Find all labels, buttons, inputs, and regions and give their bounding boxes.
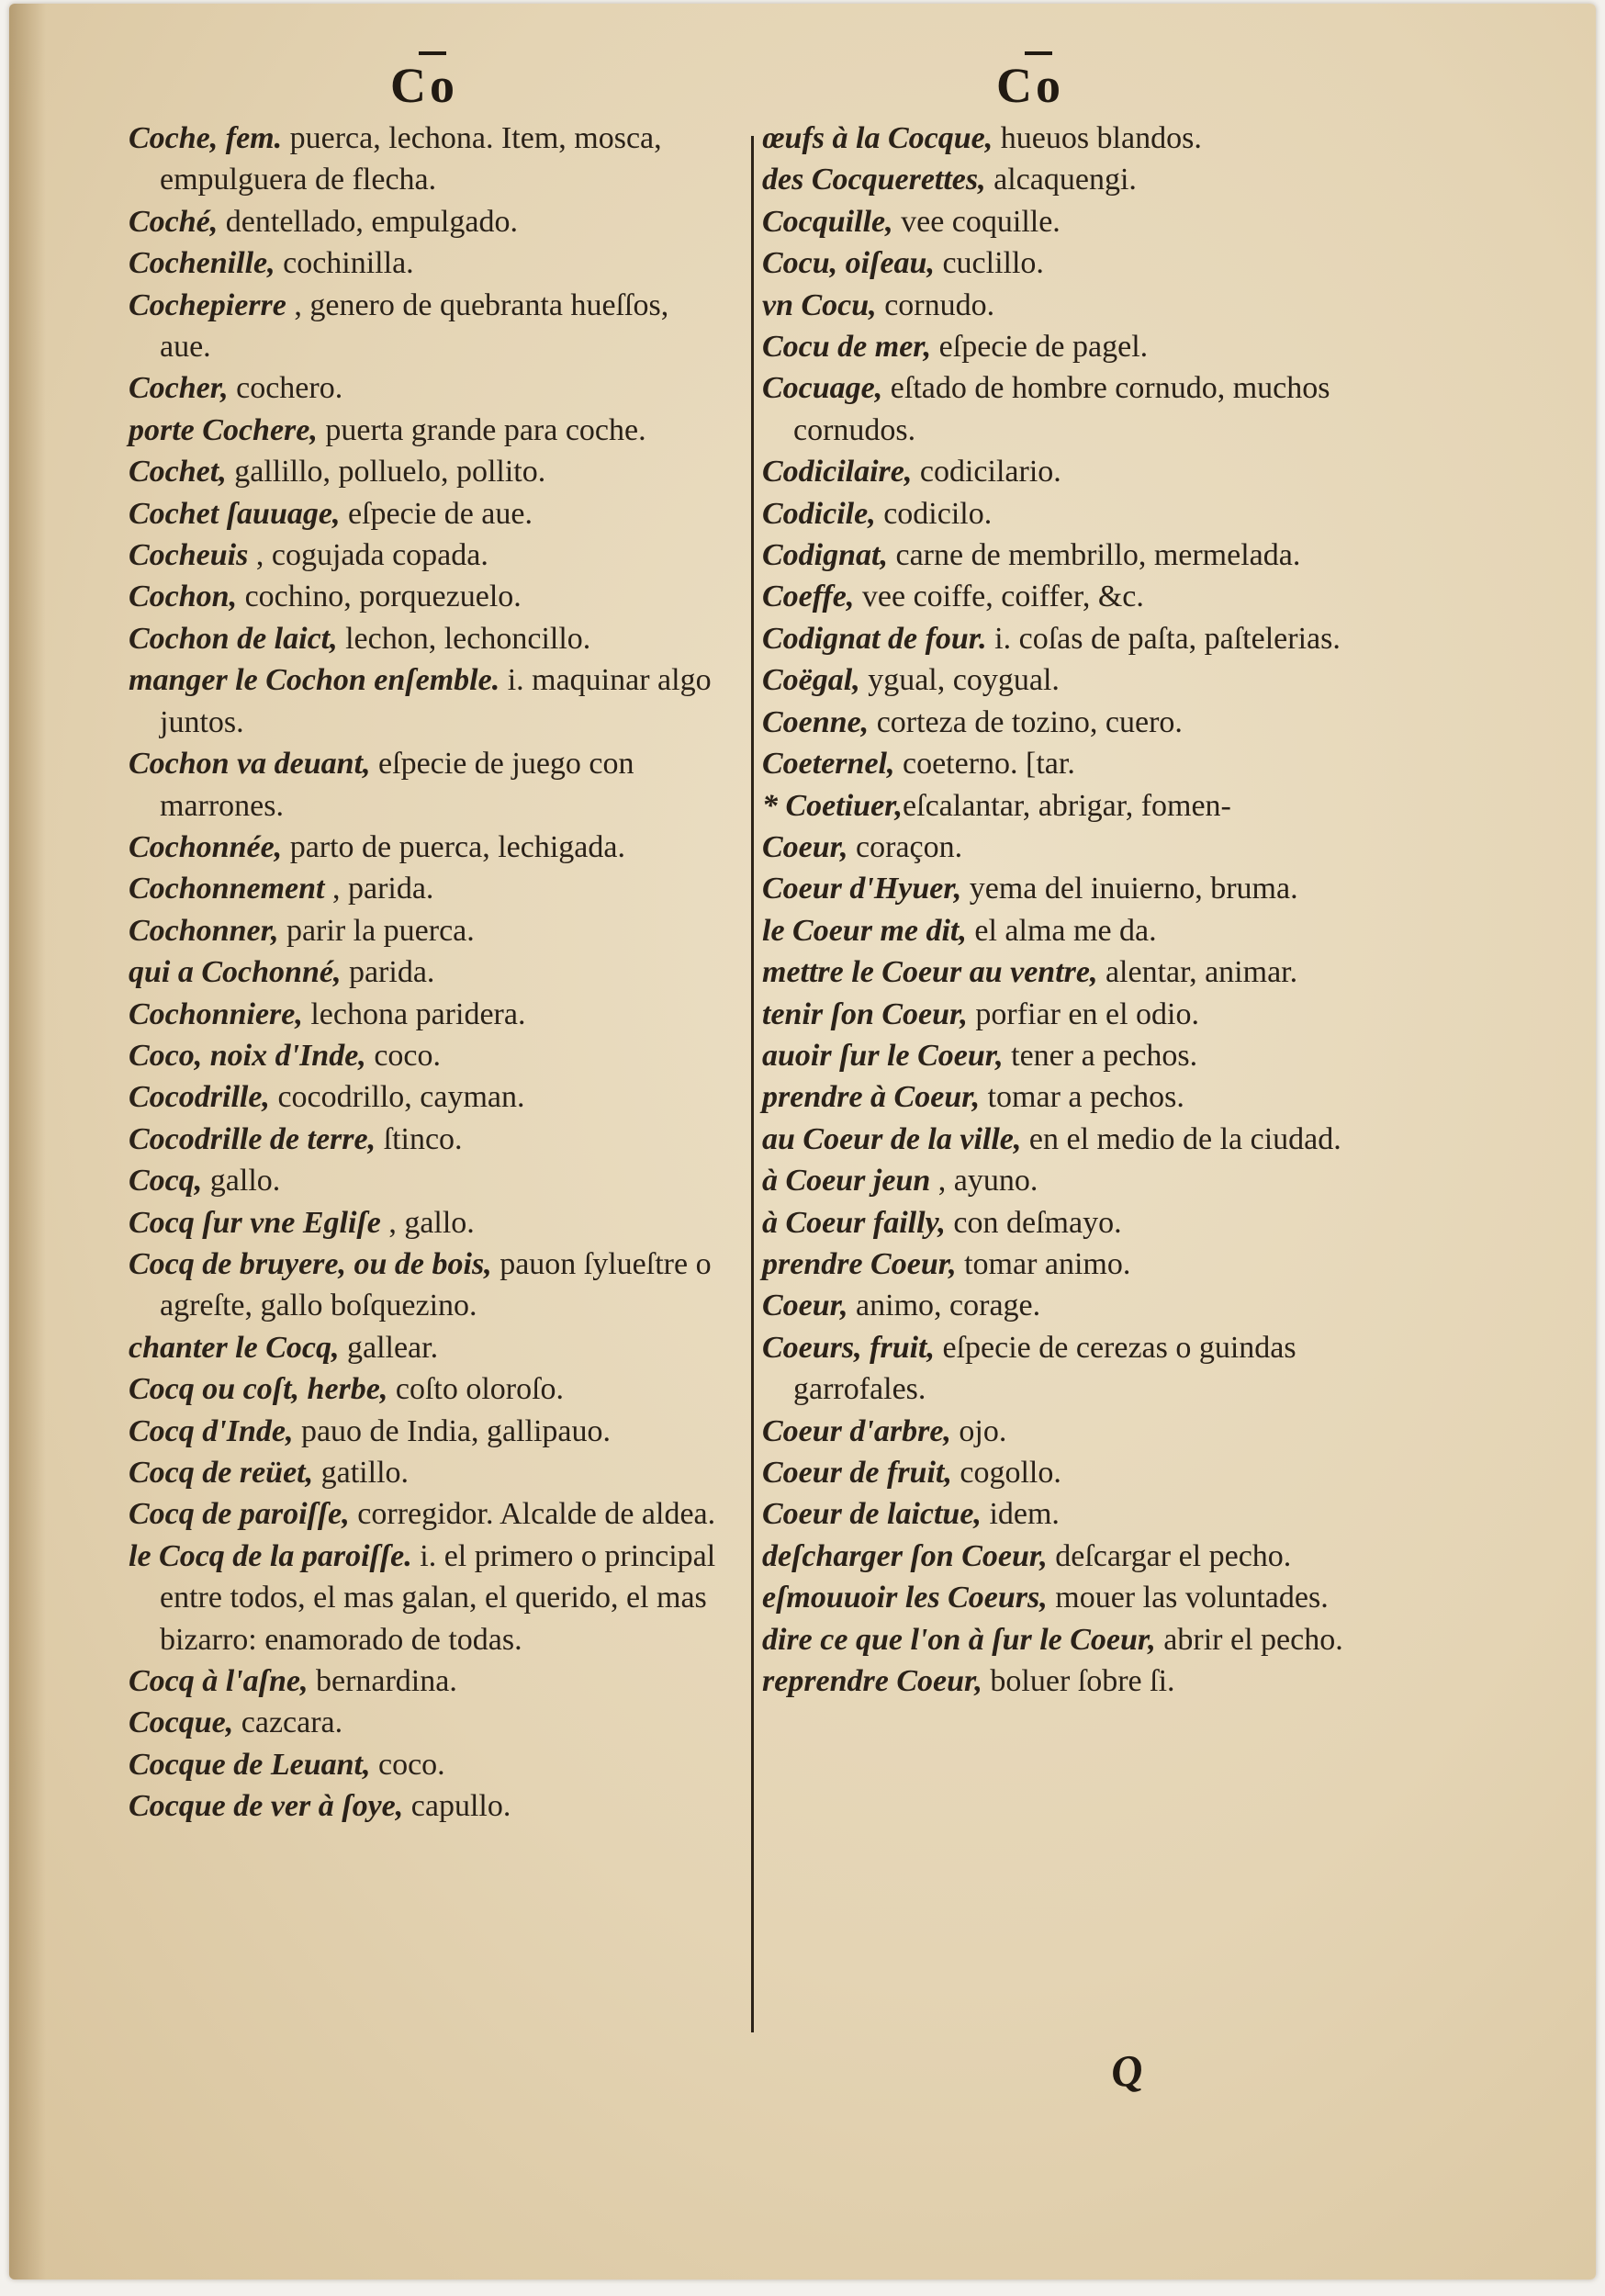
dictionary-entry <box>762 201 1382 242</box>
entry-gloss: cochero. <box>228 371 343 406</box>
entry-headword: Cocuage, <box>762 371 883 406</box>
entry-gloss: corteza de tozino, cuero. <box>869 704 1183 739</box>
entry-gloss: , ayuno. <box>930 1164 1038 1199</box>
entry-headword: Codicilaire, <box>762 455 913 490</box>
entry-headword: Cochet, <box>129 455 227 490</box>
entry-gloss: alcaquengi. <box>985 163 1137 197</box>
dictionary-entry <box>129 1327 725 1368</box>
entry-gloss: porfiar en el odio. <box>967 996 1199 1031</box>
entry-gloss: en el medio de la ciudad. <box>1021 1121 1341 1156</box>
entry-gloss: , gallo. <box>380 1205 475 1240</box>
entry-headword: Cochon va deuant, <box>129 747 371 782</box>
entry-gloss: coco. <box>365 1038 441 1073</box>
entry-gloss: corregidor. Alcalde de aldea. <box>349 1497 716 1532</box>
entry-headword: Cocque, <box>129 1705 234 1740</box>
entry-headword: Coëgal, <box>762 663 860 698</box>
entry-headword: Cochonner, <box>129 913 279 948</box>
entry-gloss: lechona paridera. <box>302 996 526 1031</box>
entry-gloss: cocodrillo, cayman. <box>269 1080 525 1115</box>
entry-headword: Cocheuis <box>129 538 249 573</box>
catchword: Q <box>1107 2044 1147 2099</box>
dictionary-entry <box>129 1244 725 1327</box>
entry-headword: à Coeur failly, <box>762 1205 946 1240</box>
entry-headword: prendre à Coeur, <box>762 1080 981 1115</box>
dictionary-entry <box>129 576 725 617</box>
entry-headword: à Coeur jeun <box>762 1164 931 1199</box>
entry-gloss: parto de puerca, lechigada. <box>282 829 625 864</box>
entry-gloss: gallo. <box>202 1164 281 1199</box>
entry-headword: Cochonnée, <box>129 829 283 864</box>
dictionary-entry <box>762 367 1382 451</box>
entry-headword: auoir ſur le Coeur, <box>762 1038 1004 1073</box>
entry-gloss: dentellado, empulgado. <box>218 204 518 239</box>
entry-gloss: bernardina. <box>308 1664 457 1699</box>
running-header-right-text: Co <box>996 58 1064 113</box>
entry-headword: manger le Cochon enſemble. <box>129 663 500 698</box>
entry-headword: Coeur, <box>762 829 848 864</box>
entry-headword: Coeur, <box>762 1289 848 1323</box>
entry-headword: Cochonniere, <box>129 996 303 1031</box>
dictionary-entry <box>762 1244 1382 1285</box>
entry-headword: Coeur de laictue, <box>762 1497 982 1532</box>
entry-gloss: coeterno. [tar. <box>894 747 1075 782</box>
column-divider <box>751 136 754 2032</box>
entry-headword: porte Cochere, <box>129 412 318 447</box>
dictionary-entry <box>762 743 1382 784</box>
entry-gloss: cochino, porquezuelo. <box>237 580 522 614</box>
entry-gloss: carne de membrillo, mermelada. <box>887 538 1301 573</box>
dictionary-entry <box>762 493 1382 535</box>
entry-headword: Coeur de fruit, <box>762 1456 952 1490</box>
dictionary-entry <box>129 1411 725 1452</box>
entry-headword: Coeternel, <box>762 747 895 782</box>
dictionary-entry <box>762 868 1382 909</box>
entry-gloss: codicilario. <box>912 455 1061 490</box>
entry-headword: Coenne, <box>762 704 870 739</box>
entry-headword: Codignat de four. <box>762 621 987 656</box>
entry-gloss: , parida. <box>324 872 434 906</box>
dictionary-entry <box>762 1160 1382 1201</box>
entry-gloss: cochinilla. <box>275 246 414 281</box>
entry-headword: Cocq à l'aſne, <box>129 1664 309 1699</box>
dictionary-entry <box>129 1202 725 1244</box>
entry-headword: Cocu, oiſeau, <box>762 246 935 281</box>
entry-headword: Cocodrille, <box>129 1080 270 1115</box>
entry-gloss: lechon, lechoncillo. <box>337 621 591 656</box>
entry-headword: le Coeur me dit, <box>762 913 967 948</box>
dictionary-entry <box>129 1035 725 1076</box>
entry-headword: Cocq de paroiſſe, <box>129 1497 350 1532</box>
dictionary-entry <box>762 326 1382 367</box>
entry-headword: Coeffe, <box>762 580 855 614</box>
entry-gloss: con deſmayo. <box>945 1205 1122 1240</box>
dictionary-entry <box>762 1577 1382 1618</box>
entry-headword: qui a Cochonné, <box>129 955 342 990</box>
dictionary-entry <box>762 451 1382 492</box>
entry-gloss: hueuos blandos. <box>993 121 1202 155</box>
entry-gloss: tener a pechos. <box>1003 1038 1198 1073</box>
running-header-left <box>390 57 458 114</box>
entry-headword: Cochon de laict, <box>129 621 338 656</box>
dictionary-entry <box>129 618 725 659</box>
entry-gloss: pauo de India, gallipauo. <box>293 1413 612 1448</box>
dictionary-entry <box>129 535 725 576</box>
dictionary-entry <box>129 367 725 409</box>
dictionary-entry <box>762 1411 1382 1452</box>
entry-gloss: parir la puerca. <box>278 913 475 948</box>
dictionary-entry <box>762 1327 1382 1411</box>
entry-headword: Codicile, <box>762 496 876 531</box>
dictionary-entry <box>129 1785 725 1827</box>
entry-headword: Cocque de Leuant, <box>129 1747 371 1782</box>
page-gutter-shadow <box>9 4 46 2279</box>
entry-headword: eſmouuoir les Coeurs, <box>762 1581 1048 1615</box>
entry-gloss: abrir el pecho. <box>1155 1622 1343 1657</box>
entry-headword: Cocodrille de terre, <box>129 1121 376 1156</box>
dictionary-entry <box>129 285 725 368</box>
dictionary-entry <box>762 702 1382 743</box>
entry-headword: Coeur d'Hyuer, <box>762 872 962 906</box>
dictionary-entry <box>129 410 725 451</box>
entry-headword: Cochenille, <box>129 246 275 281</box>
running-header-right <box>996 57 1064 114</box>
dictionary-entry <box>129 910 725 951</box>
entry-gloss: animo, corage. <box>847 1289 1041 1323</box>
entry-headword: Cocher, <box>129 371 229 406</box>
entry-gloss: cornudo. <box>876 287 995 322</box>
dictionary-entry <box>762 1619 1382 1660</box>
entry-gloss: alentar, animar. <box>1097 955 1298 990</box>
entry-headword: des Cocquerettes, <box>762 163 986 197</box>
entry-headword: Cocq de reüet, <box>129 1456 314 1490</box>
entry-headword: Cocq d'Inde, <box>129 1413 294 1448</box>
entry-headword: œufs à la Cocque, <box>762 121 993 155</box>
entry-gloss: eſtado de hombre cornudo, muchos cornudos. <box>793 371 1330 447</box>
dictionary-entry <box>762 1076 1382 1118</box>
dictionary-entry <box>762 1285 1382 1326</box>
entry-headword: Coeurs, fruit, <box>762 1330 935 1365</box>
dictionary-entry <box>129 994 725 1035</box>
entry-gloss: boluer ſobre ſi. <box>982 1664 1175 1699</box>
entry-gloss: codicilo. <box>875 496 993 531</box>
right-column <box>762 118 1382 1702</box>
entry-gloss: vee coiffe, coiffer, &c. <box>854 580 1144 614</box>
entry-headword: Codignat, <box>762 538 888 573</box>
dictionary-entry <box>762 827 1382 868</box>
dictionary-entry <box>762 659 1382 701</box>
entry-gloss: tomar a pechos. <box>980 1080 1184 1115</box>
dictionary-entry <box>762 118 1382 159</box>
entry-gloss: cogollo. <box>951 1456 1061 1490</box>
entry-headword: le Cocq de la paroiſſe. <box>129 1538 412 1573</box>
dictionary-entry <box>762 576 1382 617</box>
dictionary-entry <box>129 493 725 535</box>
dictionary-entry <box>129 1160 725 1201</box>
entry-headword: Coco, noix d'Inde, <box>129 1038 366 1073</box>
dictionary-entry <box>129 1119 725 1160</box>
entry-headword: Coche, fem. <box>129 121 283 155</box>
entry-gloss: yema del inuierno, bruma. <box>961 872 1298 906</box>
dictionary-entry <box>762 994 1382 1035</box>
entry-gloss: i. coſas de paſta, paſtelerias. <box>986 621 1341 656</box>
dictionary-entry <box>129 1076 725 1118</box>
dictionary-entry <box>129 1702 725 1743</box>
entry-headword: mettre le Coeur au ventre, <box>762 955 1098 990</box>
dictionary-entry <box>129 743 725 827</box>
entry-gloss: i. el primero o principal entre todos, el mas galan, el querido, el mas bizarro: enamorado de todas. <box>160 1538 716 1657</box>
dictionary-entry <box>762 1660 1382 1702</box>
entry-gloss: mouer las voluntades. <box>1047 1581 1329 1615</box>
entry-headword: Cocq, <box>129 1164 203 1199</box>
entry-headword: Cochepierre <box>129 287 286 322</box>
dictionary-entry <box>762 1452 1382 1493</box>
dictionary-entry <box>762 1202 1382 1244</box>
left-column <box>129 118 725 1828</box>
dictionary-entry <box>129 827 725 868</box>
dictionary-entry <box>129 242 725 284</box>
dictionary-entry <box>129 451 725 492</box>
dictionary-entry <box>762 535 1382 576</box>
entry-gloss: ojo. <box>950 1413 1007 1448</box>
entry-headword: Cochet ſauuage, <box>129 496 341 531</box>
dictionary-entry <box>129 118 725 201</box>
entry-headword: * Coetiuer, <box>762 788 904 823</box>
dictionary-entry <box>129 659 725 743</box>
entry-headword: Coeur d'arbre, <box>762 1413 951 1448</box>
entry-headword: tenir ſon Coeur, <box>762 996 968 1031</box>
entry-gloss: eſpecie de aue. <box>340 496 533 531</box>
entry-gloss: ſtinco. <box>376 1121 463 1156</box>
entry-gloss: ygual, coygual. <box>859 663 1060 698</box>
entry-headword: Cocq de bruyere, ou de bois, <box>129 1246 492 1281</box>
dictionary-entry <box>129 1493 725 1535</box>
entry-headword: Cocq ou coſt, herbe, <box>129 1372 388 1407</box>
entry-headword: Cochonnement <box>129 872 325 906</box>
entry-gloss: idem. <box>981 1497 1060 1532</box>
entry-headword: Cocque de ver à ſoye, <box>129 1789 404 1824</box>
entry-gloss: parida. <box>341 955 435 990</box>
entry-headword: au Coeur de la ville, <box>762 1121 1022 1156</box>
entry-gloss: gallillo, polluelo, pollito. <box>226 455 546 490</box>
entry-gloss: pauon ſylueſtre o agreſte, gallo boſquezino. <box>160 1246 712 1323</box>
entry-headword: Cocq ſur vne Egliſe <box>129 1205 381 1240</box>
dictionary-entry <box>129 1368 725 1410</box>
entry-gloss: eſcalantar, abrigar, fomen- <box>903 788 1231 823</box>
dictionary-entry <box>129 201 725 242</box>
entry-gloss: vee coquille. <box>892 204 1061 239</box>
entry-headword: dire ce que l'on à ſur le Coeur, <box>762 1622 1156 1657</box>
dictionary-entry <box>762 785 1382 827</box>
dictionary-entry <box>762 1493 1382 1535</box>
entry-gloss: capullo. <box>403 1789 511 1824</box>
entry-headword: deſcharger ſon Coeur, <box>762 1538 1048 1573</box>
entry-gloss: i. maquinar algo juntos. <box>160 663 712 739</box>
dictionary-entry <box>762 159 1382 200</box>
dictionary-entry <box>762 1119 1382 1160</box>
tilde-mark <box>1025 51 1052 55</box>
entry-gloss: deſcargar el pecho. <box>1047 1538 1292 1573</box>
dictionary-entry <box>129 1660 725 1702</box>
entry-gloss: puerta grande para coche. <box>317 412 646 447</box>
entry-gloss: cuclillo. <box>934 246 1044 281</box>
entry-gloss: coraçon. <box>847 829 963 864</box>
dictionary-entry <box>762 910 1382 951</box>
entry-gloss: , cogujada copada. <box>248 538 488 573</box>
entry-gloss: gallear. <box>339 1330 439 1365</box>
dictionary-entry <box>129 951 725 993</box>
entry-gloss: cazcara. <box>233 1705 343 1740</box>
entry-headword: Cocquille, <box>762 204 893 239</box>
dictionary-entry <box>129 1536 725 1660</box>
dictionary-entry <box>762 951 1382 993</box>
entry-gloss: puerca, lechona. Item, mosca, empulguera de flecha. <box>160 121 662 197</box>
entry-gloss: coſto oloroſo. <box>387 1372 565 1407</box>
running-header-left-text: Co <box>390 58 458 113</box>
entry-gloss: tomar animo. <box>956 1246 1131 1281</box>
entry-gloss: eſpecie de cerezas o guindas garrofales. <box>793 1330 1296 1407</box>
entry-headword: Cocu de mer, <box>762 330 932 365</box>
entry-headword: chanter le Cocq, <box>129 1330 340 1365</box>
entry-gloss: eſpecie de pagel. <box>931 330 1149 365</box>
dictionary-entry <box>129 868 725 909</box>
dictionary-entry <box>762 285 1382 326</box>
dictionary-entry <box>762 242 1382 284</box>
dictionary-entry <box>762 1035 1382 1076</box>
entry-gloss: eſpecie de juego con marrones. <box>160 747 634 823</box>
tilde-mark <box>419 51 446 55</box>
entry-gloss: , genero de quebranta hueſſos, aue. <box>160 287 669 365</box>
dictionary-entry <box>762 1536 1382 1577</box>
entry-gloss: el alma me da. <box>966 913 1157 948</box>
entry-headword: vn Cocu, <box>762 287 877 322</box>
dictionary-entry <box>762 618 1382 659</box>
entry-headword: Coché, <box>129 204 219 239</box>
entry-headword: Cochon, <box>129 580 238 614</box>
entry-gloss: gatillo. <box>313 1456 410 1490</box>
entry-headword: prendre Coeur, <box>762 1246 957 1281</box>
entry-headword: reprendre Coeur, <box>762 1664 982 1699</box>
entry-gloss: coco. <box>370 1747 445 1782</box>
dictionary-entry <box>129 1452 725 1493</box>
dictionary-entry <box>129 1744 725 1785</box>
